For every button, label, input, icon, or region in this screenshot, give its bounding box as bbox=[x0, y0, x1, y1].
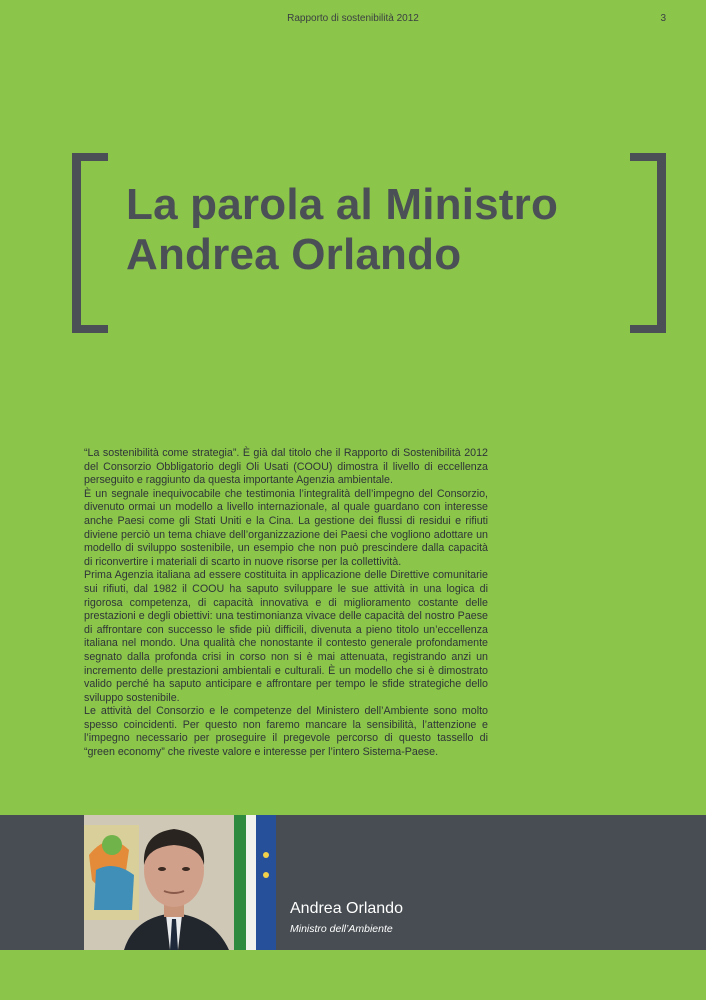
page-number: 3 bbox=[660, 13, 666, 24]
title-line-2: Andrea Orlando bbox=[126, 230, 462, 279]
paragraph: Le attività del Consorzio e le competenze del Ministero dell’Ambiente sono molto spesso coincidenti. Per questo non faremo mancare la sensibilità, l’attenzione e l’impegno necessario per proseguire il pregevole percorso di questo tassello di “green economy” che riveste valore e interesse per l’intero Sistema-Paese. bbox=[84, 705, 488, 759]
paragraph: “La sostenibilità come strategia”. È già dal titolo che il Rapporto di Sostenibilità 2012 del Consorzio Obbligatorio degli Oli Usati (COOU) dimostra il livello di eccellenza perseguito e raggiunto da questa importante Agenzia ambientale. bbox=[84, 447, 488, 487]
left-bracket-decoration bbox=[72, 153, 108, 333]
paragraph: Prima Agenzia italiana ad essere costituita in applicazione delle Direttive comunitarie sui rifiuti, dal 1982 il COOU ha saputo sviluppare le sue attività in una logica di rigorosa competenza, di capacità innovativa e di miglioramento costante delle prestazioni e degli obiettivi: una testimonianza vivace delle capacità del nostro Paese di affrontare con successo le sfide più difficili, divenuta a pieno titolo un’eccellenza italiana nel mondo. Una qualità che nonostante il contesto generale profondamente segnato dalla profonda crisi in corso non si è mai attenuata, registrando anzi un incremento delle prestazioni ambientali e culturali. È un modello che si è dimostrato valido perché ha saputo anticipare e affrontare per tempo le sfide strategiche dello sviluppo sostenibile. bbox=[84, 569, 488, 704]
body-text bbox=[84, 447, 488, 760]
signature-role: Ministro dell’Ambiente bbox=[290, 923, 393, 935]
report-title: Rapporto di sostenibilità 2012 bbox=[287, 13, 419, 24]
signature-name: Andrea Orlando bbox=[290, 900, 403, 917]
paragraph: È un segnale inequivocabile che testimonia l’integralità dell’impegno del Consorzio, divenuto ormai un modello a livello internazionale, al quale guardano con interesse anche Paesi come gli Stati Uniti e la Cina. La gestione dei flussi di residui e rifiuti diviene perciò un tema chiave dell’organizzazione dei Paesi che vogliono adottare un modello di sviluppo sostenibile, un esempio che non può prescindere dalla capacità di riconvertire i materiali di scarto in nuove risorse per la collettività. bbox=[84, 487, 488, 568]
title-line-1: La parola al Ministro bbox=[126, 180, 559, 229]
page-title bbox=[126, 180, 558, 280]
minister-portrait bbox=[84, 815, 276, 950]
right-bracket-decoration bbox=[630, 153, 666, 333]
